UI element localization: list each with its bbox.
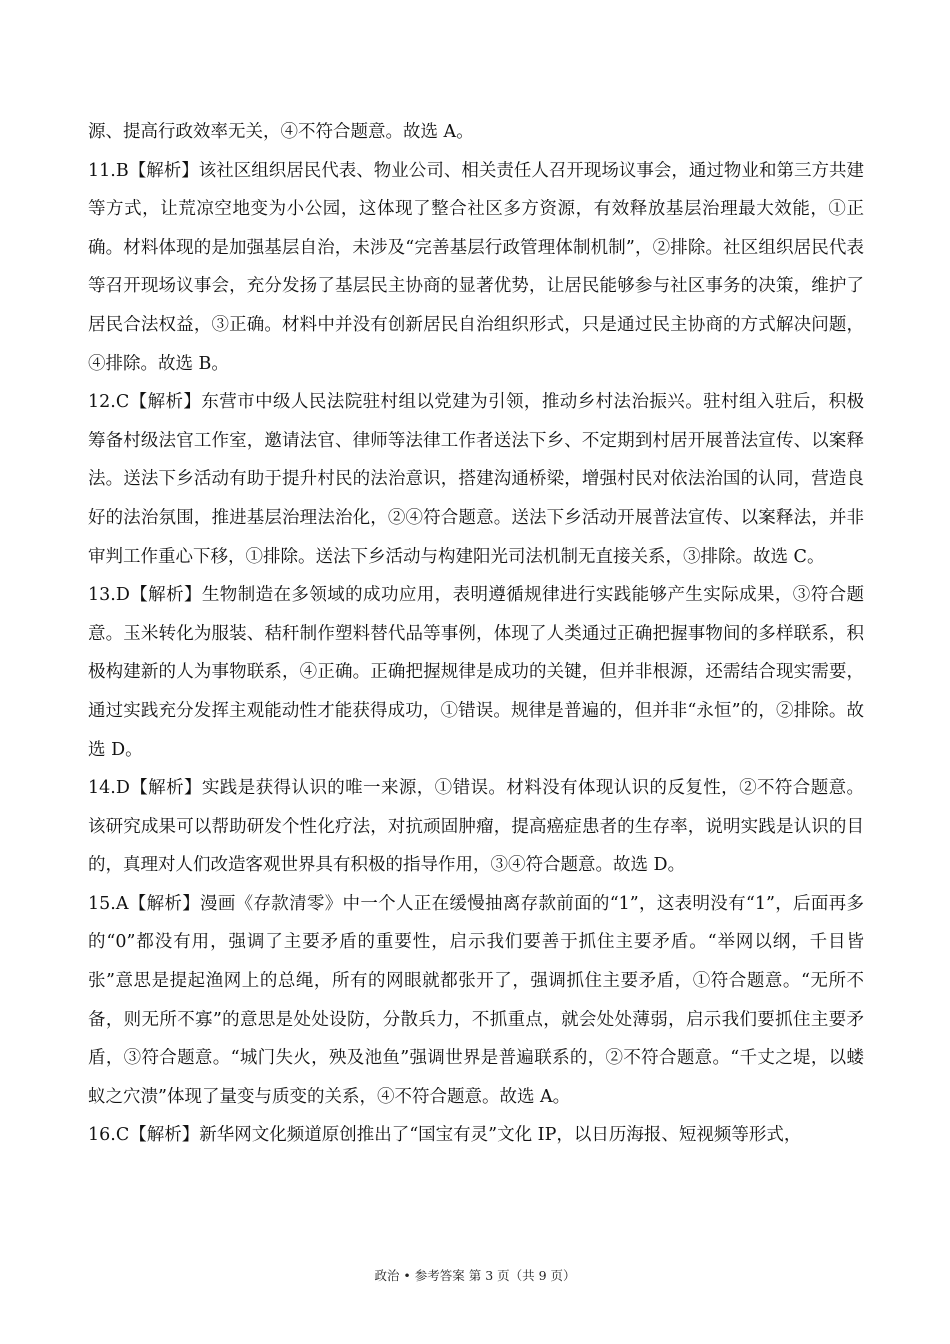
answer-content: [88, 113, 864, 1155]
answer-paragraph-14: 14.D【解析】实践是获得认识的唯一来源，①错误。材料没有体现认识的反复性，②不符合题意。该研究成果可以帮助研发个性化疗法，对抗顽固肿瘤，提高癌症患者的生存率，说明实践是认识的目的，真理对人们改造客观世界具有积极的指导作用，③④符合题意。故选 D。: [88, 778, 864, 876]
page-footer: 政治 • 参考答案 第 3 页（共 9 页）: [374, 1268, 576, 1283]
answer-paragraph-continuation: 源、提高行政效率无关，④不符合题意。故选 A。: [88, 122, 474, 142]
answer-paragraph-12: 12.C【解析】东营市中级人民法院驻村组以党建为引领，推动乡村法治振兴。驻村组入驻后，积极筹备村级法官工作室，邀请法官、律师等法律工作者送法下乡、不定期到村居开展普法宣传、以案释法。送法下乡活动有助于提升村民的法治意识，搭建沟通桥梁，增强村民对依法治国的认同，营造良好的法治氛围，推进基层治理法治化，②④符合题意。送法下乡活动开展普法宣传、以案释法，并非审判工作重心下移，①排除。送法下乡活动与构建阳光司法机制无直接关系，③排除。故选 C。: [88, 392, 864, 567]
answer-paragraph-11: 11.B【解析】该社区组织居民代表、物业公司、相关责任人召开现场议事会，通过物业和第三方共建等方式，让荒凉空地变为小公园，这体现了整合社区多方资源，有效释放基层治理最大效能，①正确。材料体现的是加强基层自治，未涉及“完善基层行政管理体制机制”，②排除。社区组织居民代表等召开现场议事会，充分发扬了基层民主协商的显著优势，让居民能够参与社区事务的决策，维护了居民合法权益，③正确。材料中并没有创新居民自治组织形式，只是通过民主协商的方式解决问题，④排除。故选 B。: [88, 160, 864, 374]
answer-paragraph-15: 15.A【解析】漫画《存款清零》中一个人正在缓慢抽离存款前面的“1”，这表明没有“1”，后面再多的“0”都没有用，强调了主要矛盾的重要性，启示我们要善于抓住主要矛盾。“举网以纲，千目皆张”意思是提起渔网上的总绳，所有的网眼就都张开了，强调抓住主要矛盾，①符合题意。“无所不备，则无所不寡”的意思是处处设防，分散兵力，不抓重点，就会处处薄弱，启示我们要抓住主要矛盾，③符合题意。“城门失火，殃及池鱼”强调世界是普遍联系的，②不符合题意。“千丈之堤，以蝼蚁之穴溃”体现了量变与质变的关系，④不符合题意。故选 A。: [88, 893, 864, 1107]
answer-paragraph-16: 16.C【解析】新华网文化频道原创推出了“国宝有灵”文化 IP，以日历海报、短视频等形式，: [88, 1125, 802, 1146]
answer-paragraph-13: 13.D【解析】生物制造在多领域的成功应用，表明遵循规律进行实践能够产生实际成果，③符合题意。玉米转化为服装、秸秆制作塑料替代品等事例，体现了人类通过正确把握事物间的多样联系，积极构建新的人为事物联系，④正确。正确把握规律是成功的关键，但并非根源，还需结合现实需要，通过实践充分发挥主观能动性才能获得成功，①错误。规律是普遍的，但并非“永恒”的，②排除。故选 D。: [88, 585, 864, 760]
